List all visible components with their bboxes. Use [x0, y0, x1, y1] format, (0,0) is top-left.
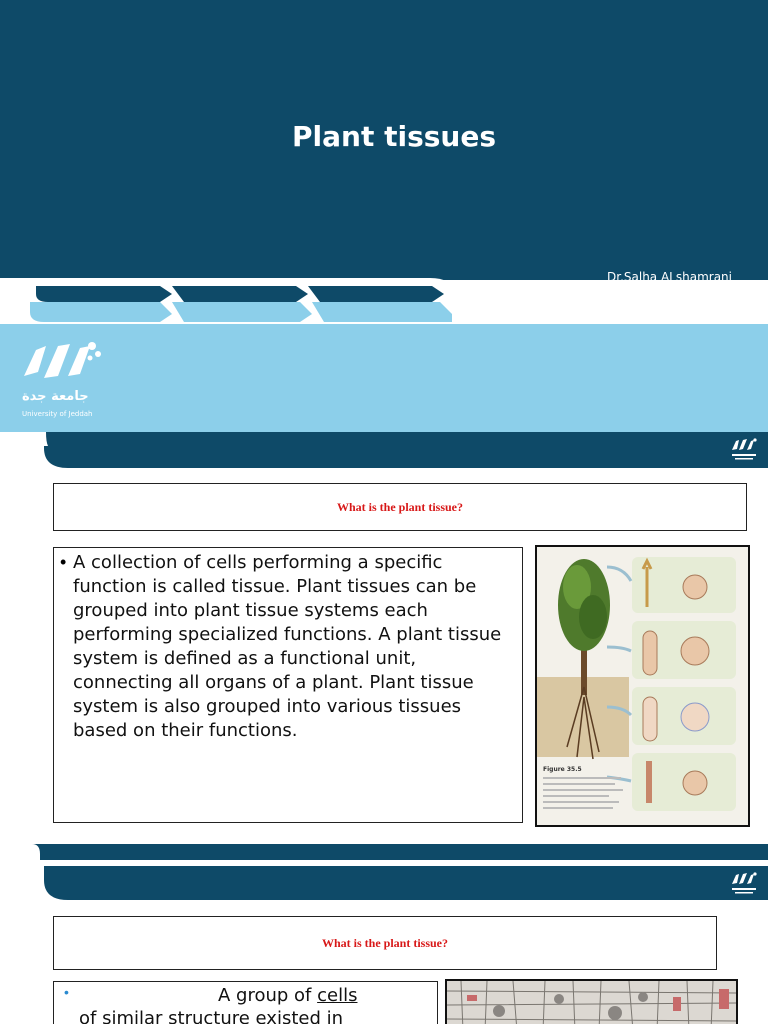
plant-growth-diagram — [537, 547, 748, 825]
plant-tissue-figure — [535, 545, 750, 827]
logo-text-english: University of Jeddah — [22, 410, 93, 418]
author-name: Dr.Salha ALshamrani — [607, 270, 732, 284]
bullet-marker: • — [60, 552, 67, 572]
bullet-marker-2: • — [64, 984, 69, 1000]
slide-title: Plant tissues — [292, 120, 496, 153]
logo-text-arabic: جامعة جدة — [22, 389, 89, 404]
slide-gap — [0, 844, 768, 860]
university-small-logo-icon — [730, 436, 760, 462]
chevron-banner — [0, 278, 768, 326]
question-box — [53, 483, 747, 531]
university-emblem-icon — [18, 336, 108, 420]
body-paragraph: A collection of cells performing a specific function is called tissue. Plant tissues can be grouped into plant tissue systems each performing specialized functions. A plant tissue system is defined as a functional unit, connecting all organs of a plant. Plant tissue system is also grouped into various tissues based on their functions. — [73, 552, 502, 741]
title-slide — [0, 0, 768, 432]
figure-caption: Figure 35.5 — [543, 766, 582, 773]
slide-header-bar-2 — [0, 860, 768, 900]
body-text-box-2 — [53, 981, 438, 1024]
slide-header-bar — [0, 432, 768, 468]
content-slide-1 — [0, 432, 768, 844]
slide-divider — [0, 844, 768, 860]
question-box-2 — [53, 916, 717, 970]
tissue-micrograph — [445, 979, 738, 1024]
question-heading: What is the plant tissue? — [336, 499, 464, 514]
question-heading-2: What is the plant tissue? — [321, 935, 449, 950]
university-small-logo-icon-2 — [730, 870, 760, 896]
light-blue-band — [0, 324, 768, 432]
body-line-2: of similar structure existed in — [79, 1008, 344, 1024]
cells-link[interactable]: cells — [317, 985, 358, 1006]
content-slide-2 — [0, 860, 768, 1024]
body-prefix: A group of — [218, 985, 312, 1006]
university-logo — [18, 336, 108, 425]
body-text-box — [53, 547, 523, 823]
tissue-cells-image — [447, 981, 736, 1024]
